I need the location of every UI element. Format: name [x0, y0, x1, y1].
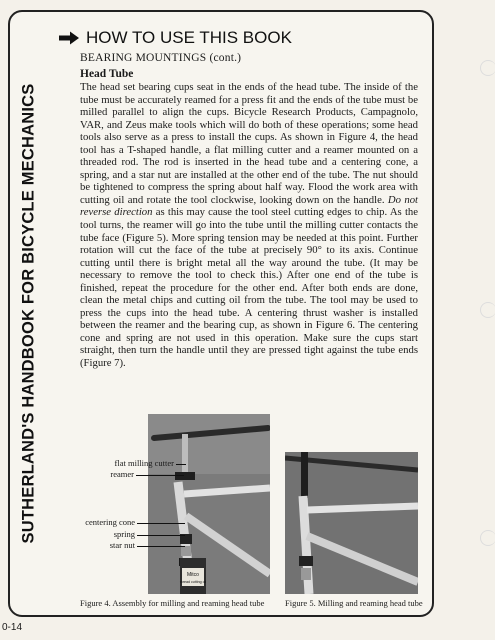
leader-line [137, 546, 185, 547]
body-text-emphasis: Do not reverse direction [80, 193, 419, 219]
section-subheader: BEARING MOUNTINGS (cont.) [80, 52, 242, 64]
page-number: 0-14 [2, 622, 23, 633]
figure4-photo [148, 414, 270, 594]
binder-hole [480, 60, 495, 76]
callout-flat-milling-cutter: flat milling cutter [114, 458, 174, 468]
body-text-part1: The head set bearing cups seat in the ends of the head tube. The inside of the tube must be accurately reamed for a press fit and the ends of the tube must be milled parallel to align the cups. Bicycle Research Products, Campagnolo, VAR, and Zeus make tools which will do both of these operations; some head tools also serve as a press to install the cups. As shown in Figure 4, the head tool has a T-shaped handle, a flat milling cutter and a reamer mounted on a threaded rod. The rod is inserted in the head tube and a centering cone, a spring, and a star nut are installed at the other end of the tube. The nut should be tightened to compress the spring about half way. Flood the work area with cutting oil and rotate the tool clockwise, looking down on the handle. [80, 81, 418, 206]
binder-hole [480, 302, 495, 318]
body-text-part2: as this may cause the tool steel cutting edges to chip. As the tool turns, the reamer will go into the tube until the milling cutter contacts the tube face (Figure 5). More spring tension may be needed at this point. Further rotation will cut the face of the tube at precisely 90° to its axis. Continue cutting until there is bright metal all the way around the tube. (It may be necessary to remove the tool to check this.) After one end of the tube is finished, repeat the procedure for the other end. After both ends are done, clean the metal chips and cutting oil from the tube. The tool may be used to press the cups into the head tube. A centering thrust washer is installed between the reamer and the bearing cup, as shown in Figure 6. The centering cone and spring are not used in this operation. Make sure the cups start straight, then turn the handle until they are pressed tight against the tube ends (Figure 7). [80, 206, 418, 370]
figure4-photo-drawing [148, 414, 270, 594]
can-brand: Mitco [187, 572, 199, 578]
section-title: Head Tube [80, 68, 134, 80]
leader-line [137, 535, 185, 536]
leader-line [176, 464, 186, 465]
callout-reamer: reamer [110, 469, 134, 479]
leader-line [137, 523, 185, 524]
callout-spring: spring [113, 529, 135, 539]
figure5-caption: Figure 5. Milling and reaming head tube [285, 598, 423, 608]
page-header [58, 28, 292, 48]
figure4-caption: Figure 4. Assembly for milling and reaming head tube [80, 598, 265, 608]
figure5-photo-drawing [285, 452, 418, 594]
body-paragraph [80, 81, 418, 370]
callout-star-nut: star nut [109, 540, 135, 550]
page-title: HOW TO USE THIS BOOK [86, 28, 292, 47]
book-spine-title [8, 10, 50, 617]
can-label: thread cutting oil [179, 580, 207, 584]
callout-centering-cone: centering cone [85, 517, 135, 527]
leader-line [136, 475, 184, 476]
binder-hole [480, 530, 495, 546]
arrow-right-icon [58, 31, 80, 45]
figure5-photo [285, 452, 418, 594]
spine-title-text: SUTHERLAND'S HANDBOOK FOR BICYCLE MECHANICS [19, 83, 38, 544]
